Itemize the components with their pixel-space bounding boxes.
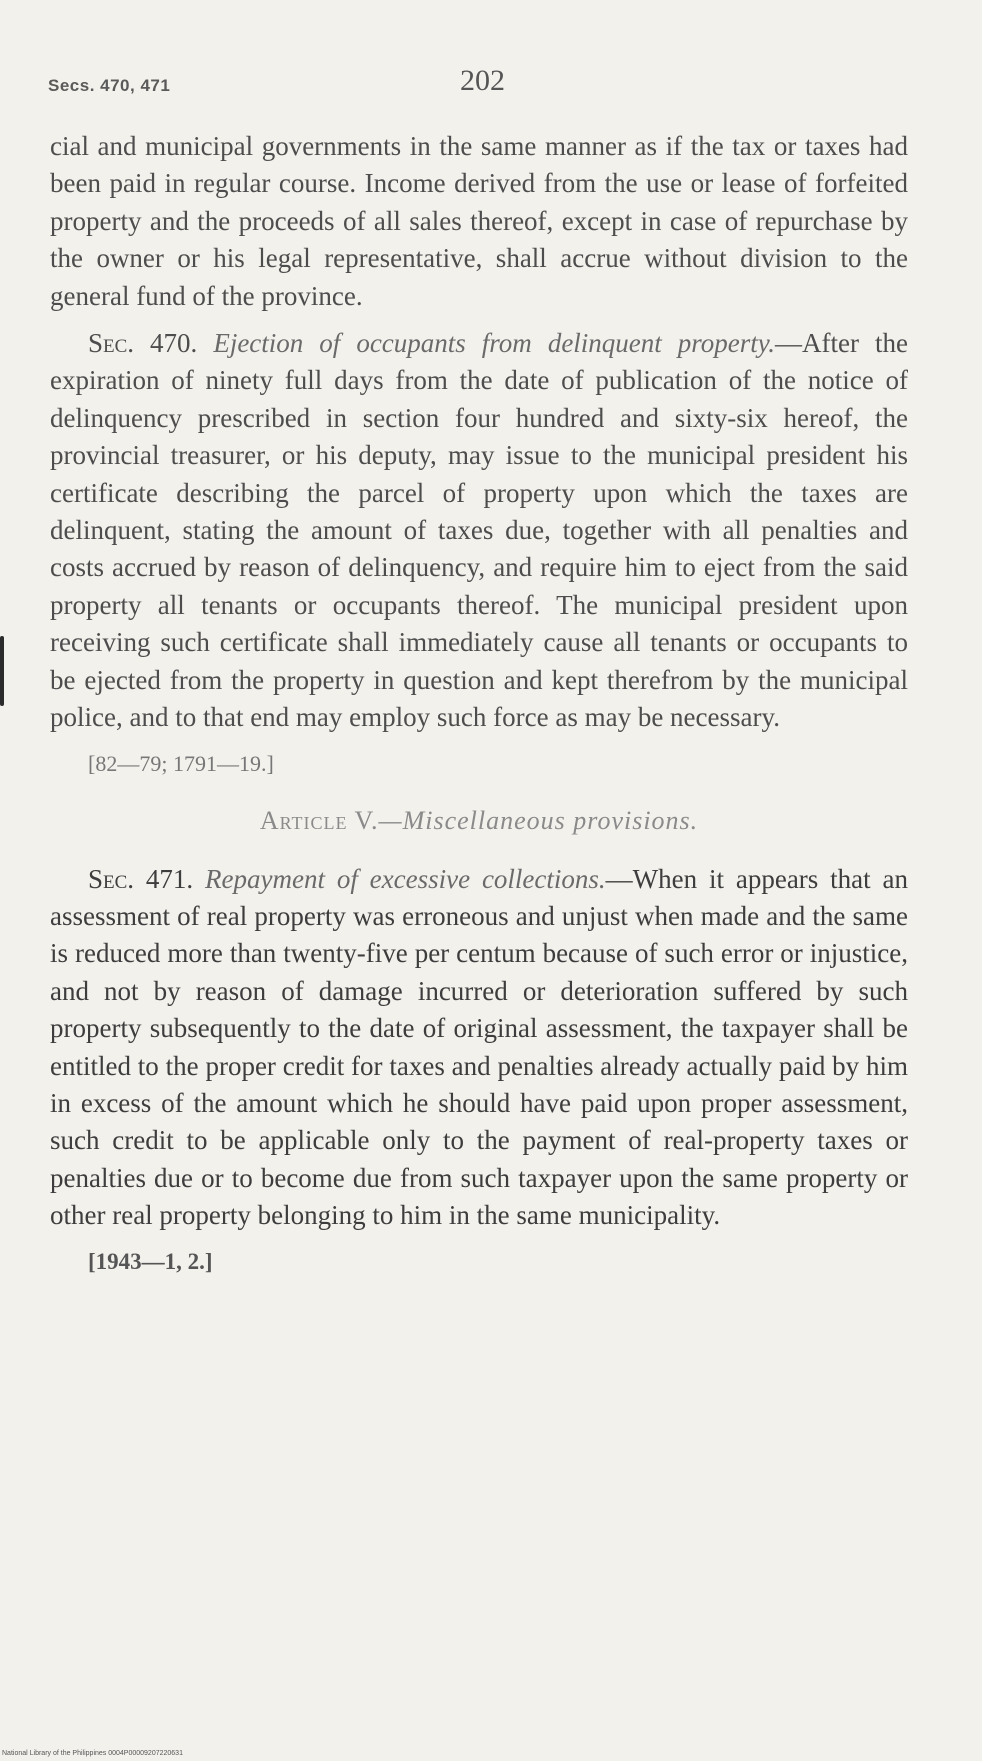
continuation-paragraph — [50, 128, 908, 315]
section-470-caption: Ejection of occupants from delinquent property. — [213, 328, 776, 359]
page-number: 202 — [460, 64, 505, 97]
article-title: —Miscellaneous provisions. — [378, 805, 699, 835]
section-470-text: —After the expiration of ninety full days from the date of publication of the notice of delinquency prescribed in section four hundred and sixty-six hereof, the provincial treasurer, or his deputy, may issue to the municipal president his certificate describing the parcel of property upon which the taxes are delinquent, stating the amount of taxes due, together with all penalties and costs accrued by reason of delinquency, and require him to eject from the said property all tenants or occupants thereof. The municipal president upon receiving such certificate shall immediately cause all tenants or occupants to be ejected from the property in question and kept therefrom by the municipal police, and to that end may employ such force as may be necessary. — [50, 328, 909, 733]
section-471-citation: [1943—1, 2.] — [88, 1248, 213, 1274]
library-stamp: National Library of the Philippines 0004P00009207220631 — [2, 1750, 183, 1757]
article-label: Article V. — [259, 805, 379, 835]
section-471-text: —When it appears that an assessment of real property was erroneous and unjust when made and the same is reduced more than twenty-five per centum because of such error or injustice, and not by reason of damage incurred or deterioration suffered by such property subsequently to the date of original assessment, the taxpayer shall be entitled to the proper credit for taxes and penalties already actually paid by him in excess of the amount which he should have paid upon proper assessment, such credit to be applicable only to the payment of real-property taxes or penalties due or to become due from such taxpayer upon the same property or other real property belonging to him in the same municipality. — [50, 863, 908, 1231]
section-470-label: Sec. 470. — [88, 328, 198, 359]
running-head — [48, 62, 908, 102]
section-471-label: Sec. 471. — [88, 863, 194, 894]
section-reference: Secs. 470, 471 — [48, 76, 171, 95]
section-471-paragraph — [50, 861, 908, 1235]
page-body — [50, 128, 908, 1279]
section-471-caption: Repayment of excessive collections. — [205, 863, 606, 894]
binding-margin-mark — [0, 636, 4, 706]
section-470-paragraph — [50, 325, 908, 736]
continuation-text: cial and municipal governments in the same manner as if the tax or taxes had been paid in regular course. Income derived from the use or lease of forfeited property and the proceeds of all sales thereof, except in case of repurchase by the owner or his legal representative, shall accrue without division to the general fund of the province. — [50, 131, 908, 311]
section-470-citation: [82—79; 1791—19.] — [88, 750, 274, 776]
article-heading — [50, 801, 908, 841]
